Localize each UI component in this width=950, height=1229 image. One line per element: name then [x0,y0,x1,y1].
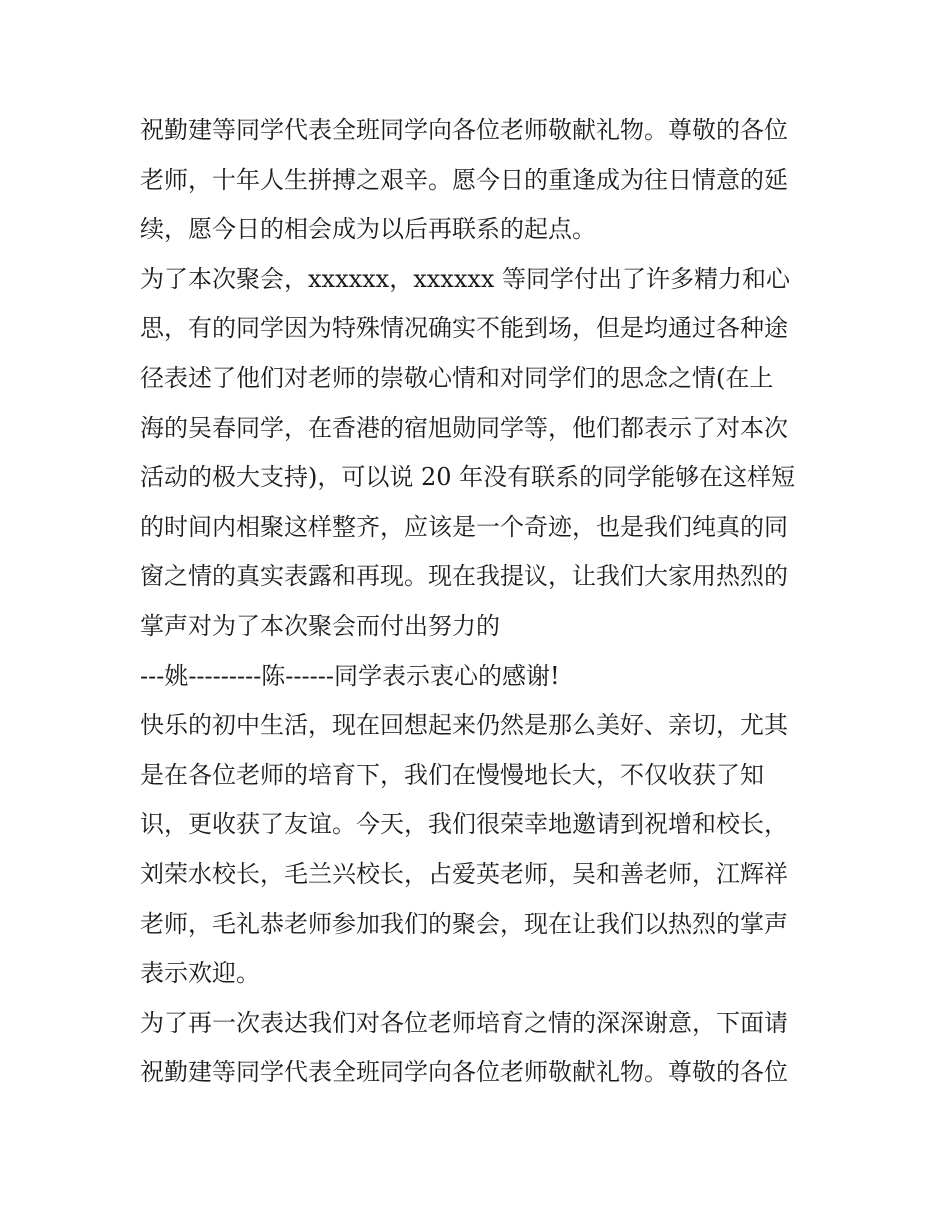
text-line-6: 径表述了他们对老师的崇敬心情和对同学们的思念之情(在上 [140,363,774,392]
text-line-4: 为了本次聚会，xxxxxx，xxxxxx 等同学付出了许多精力和心 [140,264,791,293]
text-line-11: 掌声对为了本次聚会而付出努力的 [140,611,500,640]
text-line-14: 是在各位老师的培育下，我们在慢慢地长大，不仅收获了知 [140,760,764,789]
text-line-13: 快乐的初中生活，现在回想起来仍然是那么美好、亲切，尤其 [140,711,788,740]
text-line-5: 思，有的同学因为特殊情况确实不能到场，但是均通过各种途 [140,314,788,343]
text-line-10: 窗之情的真实表露和再现。现在我提议，让我们大家用热烈的 [140,562,788,591]
text-line-16: 刘荣水校长，毛兰兴校长，占爱英老师，吴和善老师，江辉祥 [140,859,788,888]
text-line-3: 续，愿今日的相会成为以后再联系的起点。 [140,215,596,244]
text-line-17: 老师，毛礼恭老师参加我们的聚会，现在让我们以热烈的掌声 [140,909,788,938]
text-line-2: 老师，十年人生拼搏之艰辛。愿今日的重逢成为往日情意的延 [140,165,788,194]
text-line-8: 活动的极大支持)，可以说 20 年没有联系的同学能够在这样短 [140,463,796,492]
text-line-15: 识，更收获了友谊。今天，我们很荣幸地邀请到祝增和校长， [140,810,788,839]
text-line-7: 海的吴春同学，在香港的宿旭勋同学等，他们都表示了对本次 [140,413,788,442]
text-line-9: 的时间内相聚这样整齐，应该是一个奇迹，也是我们纯真的同 [140,512,788,541]
text-line-1: 祝勤建等同学代表全班同学向各位老师敬献礼物。尊敬的各位 [140,116,788,144]
text-line-12: ---姚---------陈------同学表示衷心的感谢! [140,661,560,690]
text-line-19: 为了再一次表达我们对各位老师培育之情的深深谢意，下面请 [140,1008,788,1037]
text-line-18: 表示欢迎。 [140,959,260,988]
document-body [140,106,820,1098]
text-line-20: 祝勤建等同学代表全班同学向各位老师敬献礼物。尊敬的各位 [140,1058,788,1087]
